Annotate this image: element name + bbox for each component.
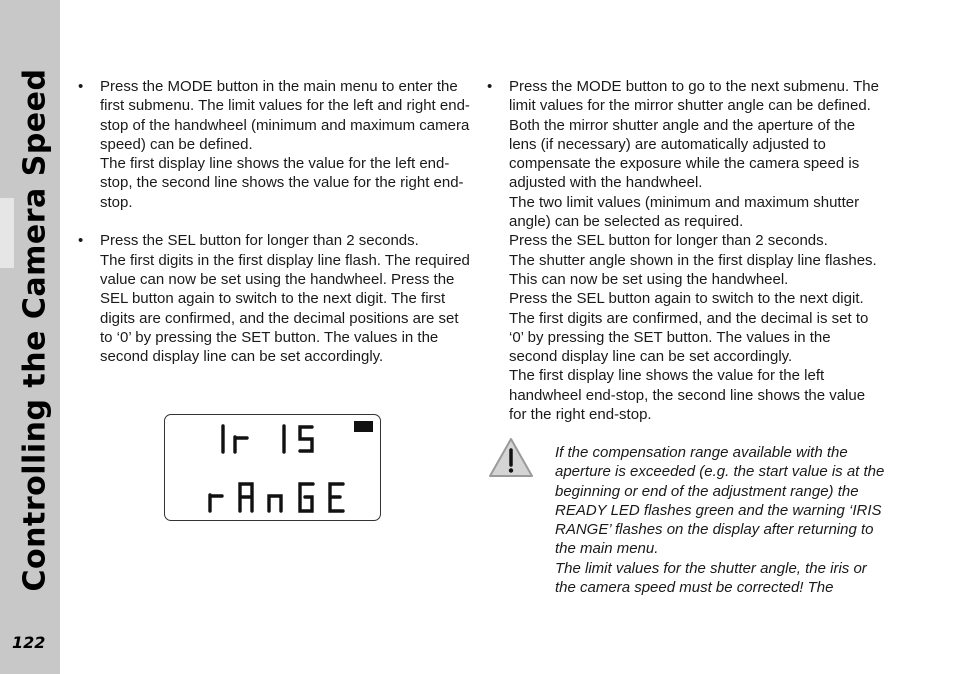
lcd-line-1 bbox=[223, 426, 312, 452]
sidebar-tab-marker bbox=[0, 198, 14, 268]
bullet-dot: • bbox=[487, 78, 493, 95]
lcd-segments bbox=[165, 415, 380, 520]
bullet-paragraph: Press the SEL button for longer than 2 seconds. bbox=[509, 232, 828, 250]
bullet-text: Press the MODE button in the main menu to enter the first submenu. The limit values for the left and right end-stop of the handwheel (minimum and maximum camera speed) can be defined. bbox=[100, 78, 470, 153]
bullet-item bbox=[487, 77, 882, 424]
bullet-paragraph: The first display line shows the value for the left end-stop, the second line shows the value for the right end-stop. bbox=[100, 155, 464, 211]
sidebar bbox=[0, 0, 60, 674]
bullet-paragraph: The first digits in the first display line flash. The required value can now be set using the handwheel. Press the SEL button again to switch to the next digit. The first digits are confirmed, and the decimal positions are set to ‘0’ by pressing the SET button. The values in the second display line can be set accordingly. bbox=[100, 251, 470, 366]
bullet-text: Press the MODE button to go to the next submenu. The limit values for the mirror shutter angle can be defined. Both the mirror shutter angle and the aperture of the lens (if necessary) are automatically adjusted to compensate the exposure while the camera speed is adjusted with the handwheel. bbox=[509, 78, 879, 192]
bullet-paragraph: The first display line shows the value for the left handwheel end-stop, the second line shows the value for the right end-stop. bbox=[509, 367, 866, 424]
bullet-paragraph: The two limit values (minimum and maximum shutter angle) can be selected as required. bbox=[509, 193, 860, 231]
left-column bbox=[78, 77, 470, 366]
warning-note bbox=[555, 443, 885, 597]
bullet-item bbox=[78, 231, 470, 366]
page-number: 122 bbox=[12, 633, 46, 652]
bullet-dot: • bbox=[78, 232, 84, 250]
bullet-item bbox=[78, 77, 470, 212]
bullet-dot: • bbox=[78, 78, 84, 95]
right-column bbox=[487, 77, 882, 424]
bullet-paragraph: The shutter angle shown in the first display line flashes. This can now be set using the handwheel. bbox=[509, 251, 877, 288]
bullet-text: Press the SEL button for longer than 2 seconds. bbox=[100, 232, 419, 250]
warning-paragraph: If the compensation range available with the aperture is exceeded (e.g. the start value is at the beginning or end of the adjustment range) the READY LED flashes green and the warning ‘IRIS RANGE’ flashes on the display after returning to the main menu. bbox=[555, 444, 885, 558]
lcd-indicator bbox=[354, 421, 373, 432]
bullet-paragraph: Press the SEL button again to switch to the next digit. The first digits are confirmed, and the decimal is set to ‘0’ by pressing the SET button. The values in the second display line can be set accordingly. bbox=[509, 290, 869, 366]
lcd-display bbox=[164, 414, 381, 521]
warning-paragraph: The limit values for the shutter angle, the iris or the camera speed must be corrected! The bbox=[555, 559, 867, 597]
chapter-title: Controlling the Camera Speed bbox=[17, 68, 53, 592]
warning-triangle-icon bbox=[487, 436, 535, 480]
lcd-line-2 bbox=[210, 484, 343, 511]
